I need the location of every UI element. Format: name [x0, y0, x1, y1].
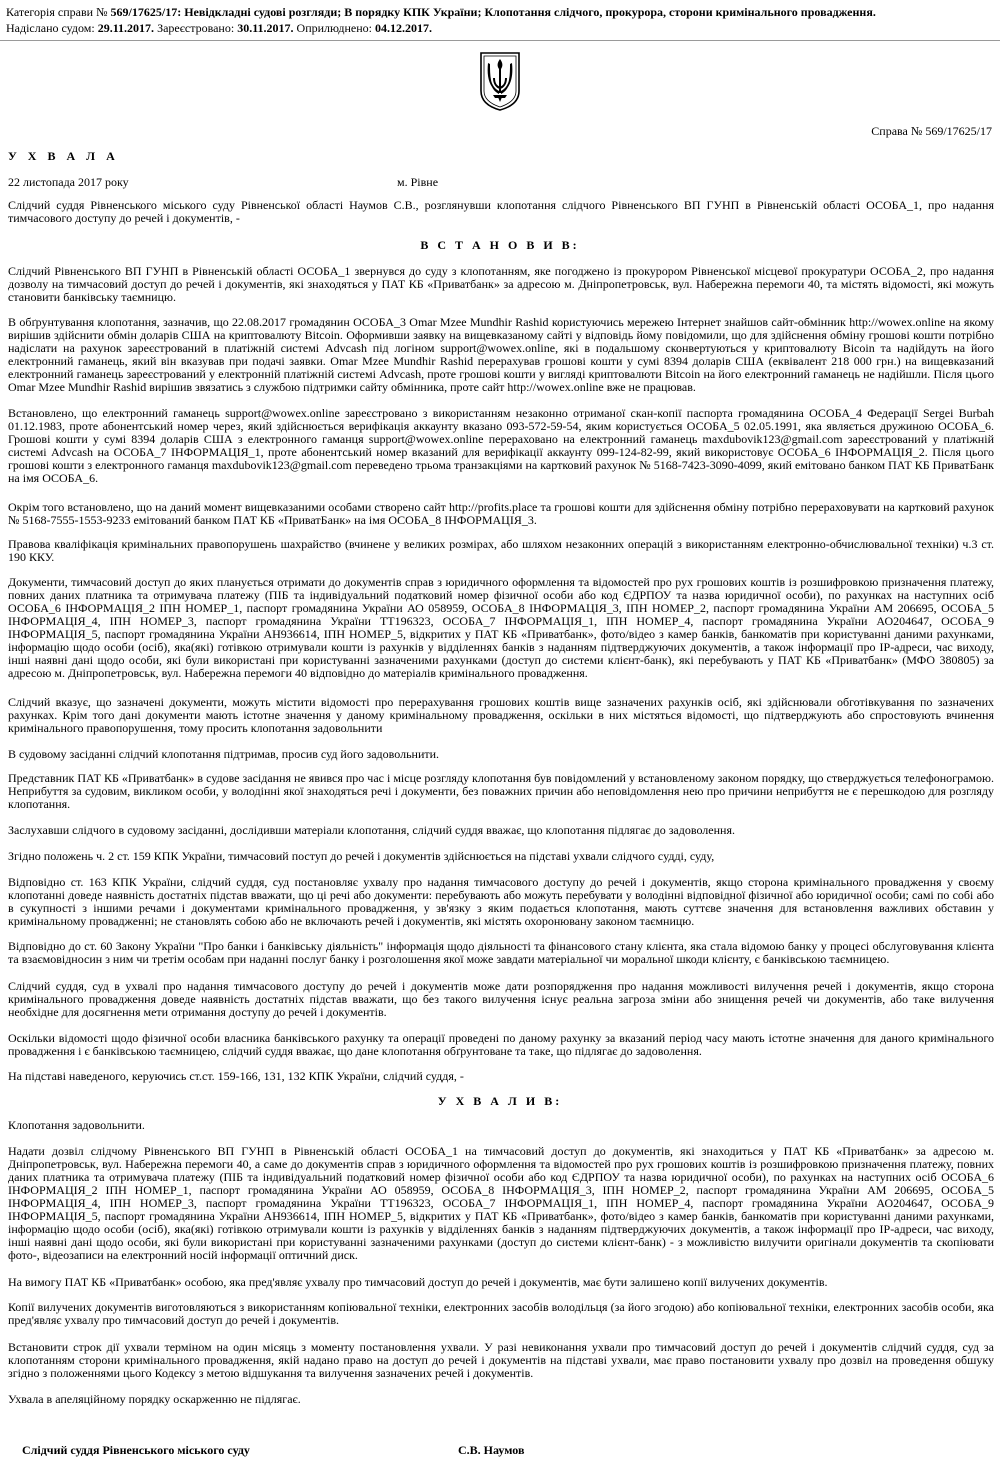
established-paragraph: Згідно положень ч. 2 ст. 159 КПК України, тимчасовий поступ до речей і документів здійснюється на підставі ухвали слідчого судді, суду, [8, 849, 715, 863]
established-paragraph: В обґрунтування клопотання, зазначив, що 22.08.2017 громадянин ОСОБА_3 Omar Mzee Mundhir Rashid користуючись мережею Інтернет знайшов сайт-обмінник http://wowex.online на якому вирішив здійснити обмін доларів США на криптовалюту Bitcoin. Оформивши заявку на вищевказаному сайті у відповідь йому повідомили, що для здійснення обміну грошові кошти потрібно надіслати на рахунок зареєстрований в платіжній системі Advcash під логіном support@wowex.online, які в подальшому сконвертуються у криптовалюту Bicoin та надійдуть на його електронний гаманець, який він вказував при подачі заявки. Omar Mzee Mundhir Rashid перерахував грошові кошти у сумі 8394 доларів США (еквівалент 218 000 грн.) на вищевказаний електронний гаманець зареєстрований у електронній платіжній системі Advcash, проте грошові кошти у вигляді криптовалюти Bitcoin на його електронний гаманець не надійшли. Після цього Omar Mzee Mundhir Rashid вирішив звязатись з службою підтримки сайту обмінника, проте сайт http://wowex.online вже не працював. [8, 315, 994, 394]
established-paragraph: Заслухавши слідчого в судовому засіданні, дослідивши матеріали клопотання, слідчий суддя вважає, що клопотання підлягає до задоволення. [8, 823, 735, 837]
header-divider [0, 40, 1000, 41]
established-paragraph: Представник ПАТ КБ «Приватбанк» в судове засідання не явився про час і місце розгляду клопотання був повідомлений у встановленому законом порядку, що стверджується телефонограмою. Неприбуття за судовим, викликом особи, у володінні якої знаходяться речі і документи, без поважних причин або неповідомлення нею про причини неприбуття не є перешкодою для розгляду клопотання. [8, 771, 994, 811]
ruled-paragraph: Копії вилучених документів виготовляються з використанням копіювальної техніки, електронних засобів володільця (за його згодою) або копіювальної техніки, електронних засобів особи, яка пред'являє ухвалу про тимчасовий доступ до речей і документів. [8, 1300, 994, 1327]
established-paragraph: Встановлено, що електронний гаманець support@wowex.online зареєстровано з використанням незаконно отриманої скан-копії паспорта громадянина ОСОБА_4 Федерації Sergei Burbah 01.12.1983, проте абонентський номер через, який здійснюється верифікація аккаунту вказано 093-572-59-54, яким користується ОСОБА_5 02.05.1991, яка являється дружиною ОСОБА_6. Грошові кошти у сумі 8394 доларів США з електронного гаманця support@wowex.online перераховано на електронний гаманець maxdubovik123@gmail.com зареєстрований у платіжній системі Advcash на ОСОБА_7 ІНФОРМАЦІЯ_1, проте абонентський номер вказаний для верифікації аккаунту 099-124-82-99, який використовує ОСОБА_6 ІНФОРМАЦІЯ_2. Після цього грошові кошти з електронного гаманця maxdubovik123@gmail.com переведено трьома транзакціями на картковий рахунок № 5168-7423-3090-4099, який емітовано банком ПАТ КБ ПриватБанк на імя ОСОБА_6. [8, 406, 994, 485]
established-paragraph: Слідчий вказує, що зазначені документи, можуть містити відомості про перерахування грошових коштів вище зазначених рахунків осіб, які здійснювали обготівкування по зазначених рахунках. Крім того дані документи мають істотне значення у даному кримінальному провадження, оскільки в них містяться відомості, що підтверджують або спростовують вчинення кримінального правопорушення, тому просить клопотання задовольнити [8, 695, 994, 735]
published-label: Оприлюднено: [296, 21, 372, 35]
registered-date: 30.11.2017. [237, 21, 294, 35]
established-paragraph: Документи, тимчасовий доступ до яких планується отримати до документів справ з юридичного оформлення та відомостей про рух грошових коштів із розшифровкою призначення платежу, повних даних платника та отримувача платежу (ПІБ та індивідуальний податковий номер фізичної особи або код ЄДРПОУ та назва юридичної особи), по рахунках на наступних осіб ОСОБА_6 ІНФОРМАЦІЯ_2 ІПН НОМЕР_1, паспорт громадянина України АО 058959, ОСОБА_8 ІНФОРМАЦІЯ_3, ІПН НОМЕР_2, паспорт громадянина України АМ 206695, ОСОБА_5 ІНФОРМАЦІЯ_4, ІПН НОМЕР_3, паспорт громадянина України ТТ196323, ОСОБА_7 ІНФОРМАЦІЯ_1, ІПН НОМЕР_4, паспорт громадянина України АО204647, ОСОБА_9 ІНФОРМАЦІЯ_5, паспорт громадянина України АН936614, ІПН НОМЕР_5, відкритих у ПАТ КБ «Приватбанк», фото/відео з камер банків, банкоматів при користуванні даними рахунками, інформацію щодо особи (осіб), яка(які) готівкою отримували кошти із рахунків у відділеннях банків з наданням підтверджуючих документів, а також інформації про IP-адреси, час виходу, інші наявні дані щодо особи, які були використані при користуванні зазначеними рахунками (доступ до системи клієнт-банк), які перебувають у ПАТ КБ «Приватбанк» (МФО 380805) за адресою м. Дніпропетровськ, вул. Набережна перемоги 40 відповідно до матеріалів кримінального провадження. [8, 575, 994, 680]
ruled-paragraph: Ухвала в апеляційному порядку оскарженню не підлягає. [8, 1392, 301, 1406]
category-label: Категорія справи № [6, 5, 108, 19]
established-paragraph: Слідчий Рівненського ВП ГУНП в Рівненській області ОСОБА_1 звернувся до суду з клопотанням, яке погоджено із прокурором Рівненської місцевої прокуратури ОСОБА_2, про надання дозволу на тимчасовий доступ до речей і документів, які знаходяться у ПАТ КБ «Приватбанк» за адресою м. Дніпропетровськ, вул. Набережна перемоги 40, та містять відомості, які можуть становити банківську таємницю. [8, 264, 994, 304]
established-paragraph: В судовому засіданні слідчий клопотання підтримав, просив суд його задовольнити. [8, 747, 440, 761]
document-date: 22 листопада 2017 року [8, 175, 129, 189]
trident-emblem-icon [478, 51, 522, 111]
signature-name: С.В. Наумов [458, 1443, 525, 1457]
dates-line [6, 20, 876, 36]
established-paragraph: Відповідно ст. 163 КПК України, слідчий суддя, суд постановляє ухвалу про надання тимчасового доступу до речей і документів, якщо сторона кримінального провадження у своєму клопотанні доведе наявність достатніх підстав вважати, що ці речі або документи: перебувають або можуть перебувати у володінні відповідної фізичної або юридичної особи; самі по собі або в сукупності з іншими речами і документами кримінального провадження, у зв'язку з яким подається клопотання, мають суттєве значення для встановлення важливих обставин у кримінальному провадженні; не становлять собою або не включають речей і документів, які містять охоронювану законом таємницю. [8, 875, 994, 928]
signature-position: Слідчий суддя Рівненського міського суду [22, 1443, 250, 1457]
published-date: 04.12.2017. [375, 21, 432, 35]
heading-ruled: У Х В А Л И В: [437, 1094, 563, 1108]
established-paragraph: Слідчий суддя, суд в ухвалі про надання тимчасового доступу до речей і документів може дати розпорядження про надання можливості вилучення речей і документів, якщо сторона кримінального провадження доведе наявність достатніх підстав вважати, що без такого вилучення існує реальна загроза зміни або знищення речей чи документів, або таке вилучення необхідне для досягнення мети отримання доступу до речей і документів. [8, 979, 994, 1019]
case-number: Справа № 569/17625/17 [871, 124, 992, 138]
ruled-paragraph: Встановити строк дії ухвали терміном на один місяць з моменту постановлення ухвали. У разі невиконання ухвали про тимчасовий доступ до речей і документів слідчий суддя, суд за клопотанням сторони кримінального провадження, якій надано право на доступ до речей і документів на підставі ухвали, має право постановити ухвалу про дозвіл на проведення обшуку згідно з положеннями цього Кодексу з метою відшукання та вилучення зазначених речей і документів. [8, 1340, 994, 1380]
document-city: м. Рівне [397, 175, 439, 189]
established-paragraph: На підставі наведеного, керуючись ст.ст. 159-166, 131, 132 КПК України, слідчий суддя, - [8, 1069, 464, 1083]
sent-date: 29.11.2017. [97, 21, 155, 35]
category-line [6, 4, 876, 20]
ruled-paragraph: Надати дозвіл слідчому Рівненського ВП ГУНП в Рівненській області ОСОБА_1 на тимчасовий доступ до документів, які знаходиться у ПАТ КБ «Приватбанк» за адресою м. Дніпропетровськ, вул. Набережна перемоги 40, а саме до документів справ з юридичного оформлення та відомостей про рух грошових коштів із розшифровкою призначення платежу, повних даних платника та отримувача платежу (ПІБ та індивідуальний податковий номер фізичної особи або код ЄДРПОУ та назва юридичної особи), по рахунках на наступних осіб ОСОБА_6 ІНФОРМАЦІЯ_2 ІПН НОМЕР_1, паспорт громадянина України АО 058959, ОСОБА_8 ІНФОРМАЦІЯ_3, ІПН НОМЕР_2, паспорт громадянина України АМ 206695, ОСОБА_5 ІНФОРМАЦІЯ_4, ІПН НОМЕР_3, паспорт громадянина України ТТ196323, ОСОБА_7 ІНФОРМАЦІЯ_1, ІПН НОМЕР_4, паспорт громадянина України АО204647, ОСОБА_9 ІНФОРМАЦІЯ_5, паспорт громадянина України АН936614, ІПН НОМЕР_5, відкритих у ПАТ КБ «Приватбанк», фото/відео з камер банків, банкоматів при користуванні даними рахунками, інформацію щодо особи (осіб), яка(які) готівкою отримували кошти із рахунків у відділеннях банків з наданням підтверджуючих документів, а також інформації про IP-адреси, час виходу, інші наявні дані щодо особи, які були використані при користуванні зазначеними рахунками (доступ до системи клієнт-банк) - з можливістю вилучити оригінали документів та скопіювати фото-, відеозаписи на електронний носій інформації оптичний диск. [8, 1144, 994, 1262]
established-paragraph: Відповідно до ст. 60 Закону України "Про банки і банківську діяльність" інформація щодо діяльності та фінансового стану клієнта, яка стала відомою банку у процесі обслуговування клієнта та взаємовідносин з ним чи третім особам при наданні послуг банку і розголошення якої може завдати матеріальної чи моральної шкоди клієнту, є банківською таємницею. [8, 939, 994, 966]
heading-established: В С Т А Н О В И В: [420, 238, 580, 252]
ruled-paragraph: Клопотання задовольнити. [8, 1118, 145, 1132]
established-paragraph: Оскільки відомості щодо фізичної особи власника банківського рахунку та операції проведені по даному рахунку за вказаний період часу мають істотне значення для даного кримінального провадження і є банківською таємницею, слідчий суддя вважає, що дане клопотання обґрунтоване та таке, що підлягає до задоволення. [8, 1031, 994, 1058]
document-title: У Х В А Л А [8, 149, 119, 163]
registered-label: Зареєстровано: [157, 21, 235, 35]
ruled-paragraph: На вимогу ПАТ КБ «Приватбанк» особою, яка пред'являє ухвалу про тимчасовий доступ до речей і документів, має бути залишено копії вилучених документів. [8, 1275, 828, 1289]
category-value: 569/17625/17: Невідкладні судові розгляди; В порядку КПК України; Клопотання слідчого, прокурора, сторони кримінального провадження. [110, 5, 876, 19]
intro-paragraph: Слідчий суддя Рівненського міського суду Рівненської області Наумов С.В., розглянувши клопотання слідчого Рівненського ВП ГУНП в Рівненській області ОСОБА_1, про надання тимчасового доступу до речей і документів, - [8, 198, 994, 225]
sent-label: Надіслано судом: [6, 21, 95, 35]
established-paragraph: Правова кваліфікація кримінальних правопорушень шахрайство (вчинене у великих розмірах, або шляхом незаконних операцій з використанням електронно-обчислювальної техніки) ч.3 ст. 190 ККУ. [8, 537, 994, 564]
document-meta-header [6, 4, 876, 36]
established-paragraph: Окрім того встановлено, що на даний момент вищевказаними особами створено сайт http://profits.place та грошові кошти для здійснення обміну потрібно перераховувати на картковий рахунок № 5168-7555-1553-9233 емітований банком ПАТ КБ «ПриватБанк» на імя ОСОБА_8 ІНФОРМАЦІЯ_3. [8, 500, 994, 527]
